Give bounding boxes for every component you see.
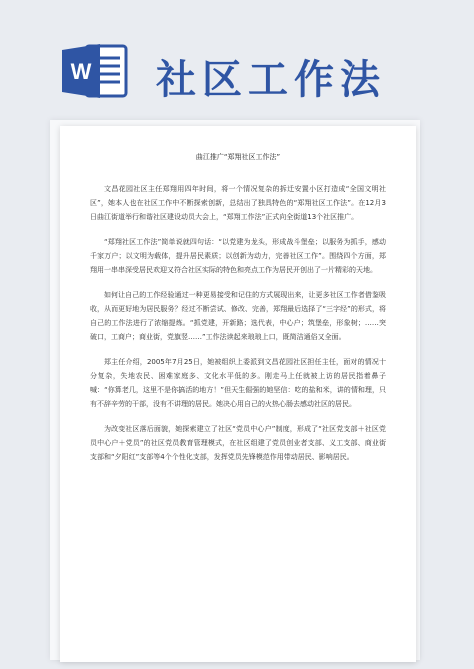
word-document-icon <box>60 40 130 102</box>
svg-text:W: W <box>70 59 92 84</box>
paragraph: 文昌花园社区主任郑翔用四年时间，将一个情况复杂的拆迁安置小区打造成“全国文明社区”，她本人也在社区工作中不断探索创新，总结出了独具特色的“郑翔社区工作法”。在12月3日曲江街道举行和谐社区建设动员大会上，“郑翔工作法”正式向全街道13个社区推广。 <box>90 185 386 221</box>
paragraph: 郑主任介绍，2005年7月25日，她被组织上委派到文昌花园社区担任主任，面对的情况十分复杂，失地农民、困难家庭多、文化水平低的多。刚走马上任就被上访的居民指着鼻子喊：“你算老几，这里不是你搞活的地方！”但天生倔强的她坚信：吃的盐和米，讲的情和理，只有不辞辛劳的干部，没有不讲理的居民。她决心用自己的火热心肠去感动社区的居民。 <box>90 358 386 408</box>
paragraph: 为改变社区落后面貌，她探索建立了社区“党员中心户”制度，形成了“社区党支部＋社区党员中心户＋党员”的社区党员教育管理模式，在社区组建了党员创业者支部、义工支部、商业街支部和“夕阳红”支部等4个个性化支部，发挥党员先锋模范作用带动居民、影响居民。 <box>90 425 386 461</box>
header <box>60 40 440 110</box>
document-heading: 曲江推广“郑翔社区工作法” <box>195 153 281 161</box>
paragraph: “郑翔社区工作法”简单说就四句话：“以党建为龙头，形成战斗堡垒；以服务为抓手，感动千家万户；以文明为载体，提升居民素质；以创新为动力，完善社区工作”。围绕四个方面，郑翔用一串串深受居民欢迎又符合社区实际的特色和亮点工作为居民开创出了一片精彩的天地。 <box>90 238 386 274</box>
paragraph: 如何让自己的工作经验通过一种更易接受和记住的方式展现出来，让更多社区工作者借鉴吸收，从而更好地为居民服务？经过不断尝试、修改、完善，郑翔最后选择了“三字经”的形式，将自己的工作法进行了浓缩提炼。“抓党建，开新路；选代表，中心户；筑堡垒，形象树；……突破口，工商户；商业街，党旗竖……”工作法读起来琅琅上口，既简洁通俗又全面。 <box>90 291 386 341</box>
page-title: 社区工作法 <box>156 57 386 103</box>
document-page <box>60 126 416 662</box>
